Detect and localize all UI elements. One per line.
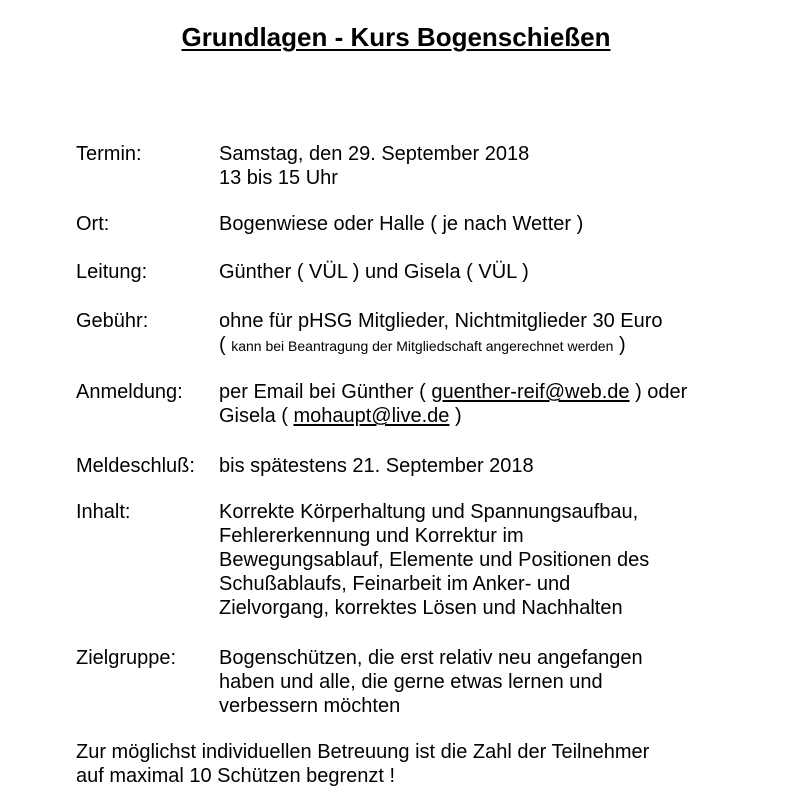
zielgruppe-line: verbessern möchten (219, 695, 401, 717)
meldeschluss-value (219, 454, 779, 478)
anmeldung-line1 (219, 380, 779, 404)
anmeldung-line2 (219, 404, 779, 428)
ort-text: Bogenwiese oder Halle ( je nach Wetter ) (219, 213, 584, 235)
anmeldung-suffix2: ) (454, 405, 462, 427)
gebuehr-label: Gebühr: (76, 310, 149, 332)
note-line: auf maximal 10 Schützen begrenzt ! (76, 765, 396, 787)
anmeldung-suffix1: ) oder (635, 381, 688, 403)
gebuehr-paren-close: ) (618, 334, 626, 356)
leitung-label: Leitung: (76, 261, 148, 283)
participant-limit-note (76, 740, 776, 788)
inhalt-label: Inhalt: (76, 501, 131, 523)
note-line: Zur möglichst individuellen Betreuung ist die Zahl der Teilnehmer (76, 741, 650, 763)
gebuehr-value (219, 309, 779, 358)
inhalt-value (219, 500, 779, 620)
zielgruppe-value (219, 646, 779, 718)
inhalt-line: Zielvorgang, korrektes Lösen und Nachhalten (219, 597, 623, 619)
inhalt-line: Schußablaufs, Feinarbeit im Anker- und (219, 573, 571, 595)
ort-value (219, 212, 779, 236)
leitung-value (219, 260, 779, 284)
inhalt-line: Fehlererkennung und Korrektur im (219, 525, 524, 547)
meldeschluss-label: Meldeschluß: (76, 455, 195, 477)
page-title: Grundlagen - Kurs Bogenschießen (181, 22, 611, 52)
zielgruppe-label: Zielgruppe: (76, 647, 177, 669)
meldeschluss-text: bis spätestens 21. September 2018 (219, 455, 534, 477)
email-link-guenther[interactable]: guenther-reif@web.de (431, 381, 630, 403)
gebuehr-note-line (219, 333, 779, 358)
termin-date: Samstag, den 29. September 2018 (219, 143, 530, 165)
zielgruppe-line: haben und alle, die gerne etwas lernen und (219, 671, 603, 693)
ort-label: Ort: (76, 213, 110, 235)
email-link-gisela[interactable]: mohaupt@live.de (293, 405, 450, 427)
anmeldung-label: Anmeldung: (76, 381, 183, 403)
termin-value (219, 142, 779, 190)
zielgruppe-line: Bogenschützen, die erst relativ neu angefangen (219, 647, 643, 669)
gebuehr-text: ohne für pHSG Mitglieder, Nichtmitglieder 30 Euro (219, 310, 663, 332)
anmeldung-value (219, 380, 779, 428)
leitung-text: Günther ( VÜL ) und Gisela ( VÜL ) (219, 261, 529, 283)
inhalt-line: Korrekte Körperhaltung und Spannungsaufbau, (219, 501, 639, 523)
gebuehr-paren-open: ( (219, 334, 226, 356)
anmeldung-prefix2: Gisela ( (219, 405, 288, 427)
gebuehr-note: kann bei Beantragung der Mitgliedschaft angerechnet werden (231, 338, 614, 354)
termin-time: 13 bis 15 Uhr (219, 167, 338, 189)
termin-label: Termin: (76, 143, 142, 165)
inhalt-line: Bewegungsablauf, Elemente und Positionen des (219, 549, 650, 571)
anmeldung-prefix1: per Email bei Günther ( (219, 381, 426, 403)
